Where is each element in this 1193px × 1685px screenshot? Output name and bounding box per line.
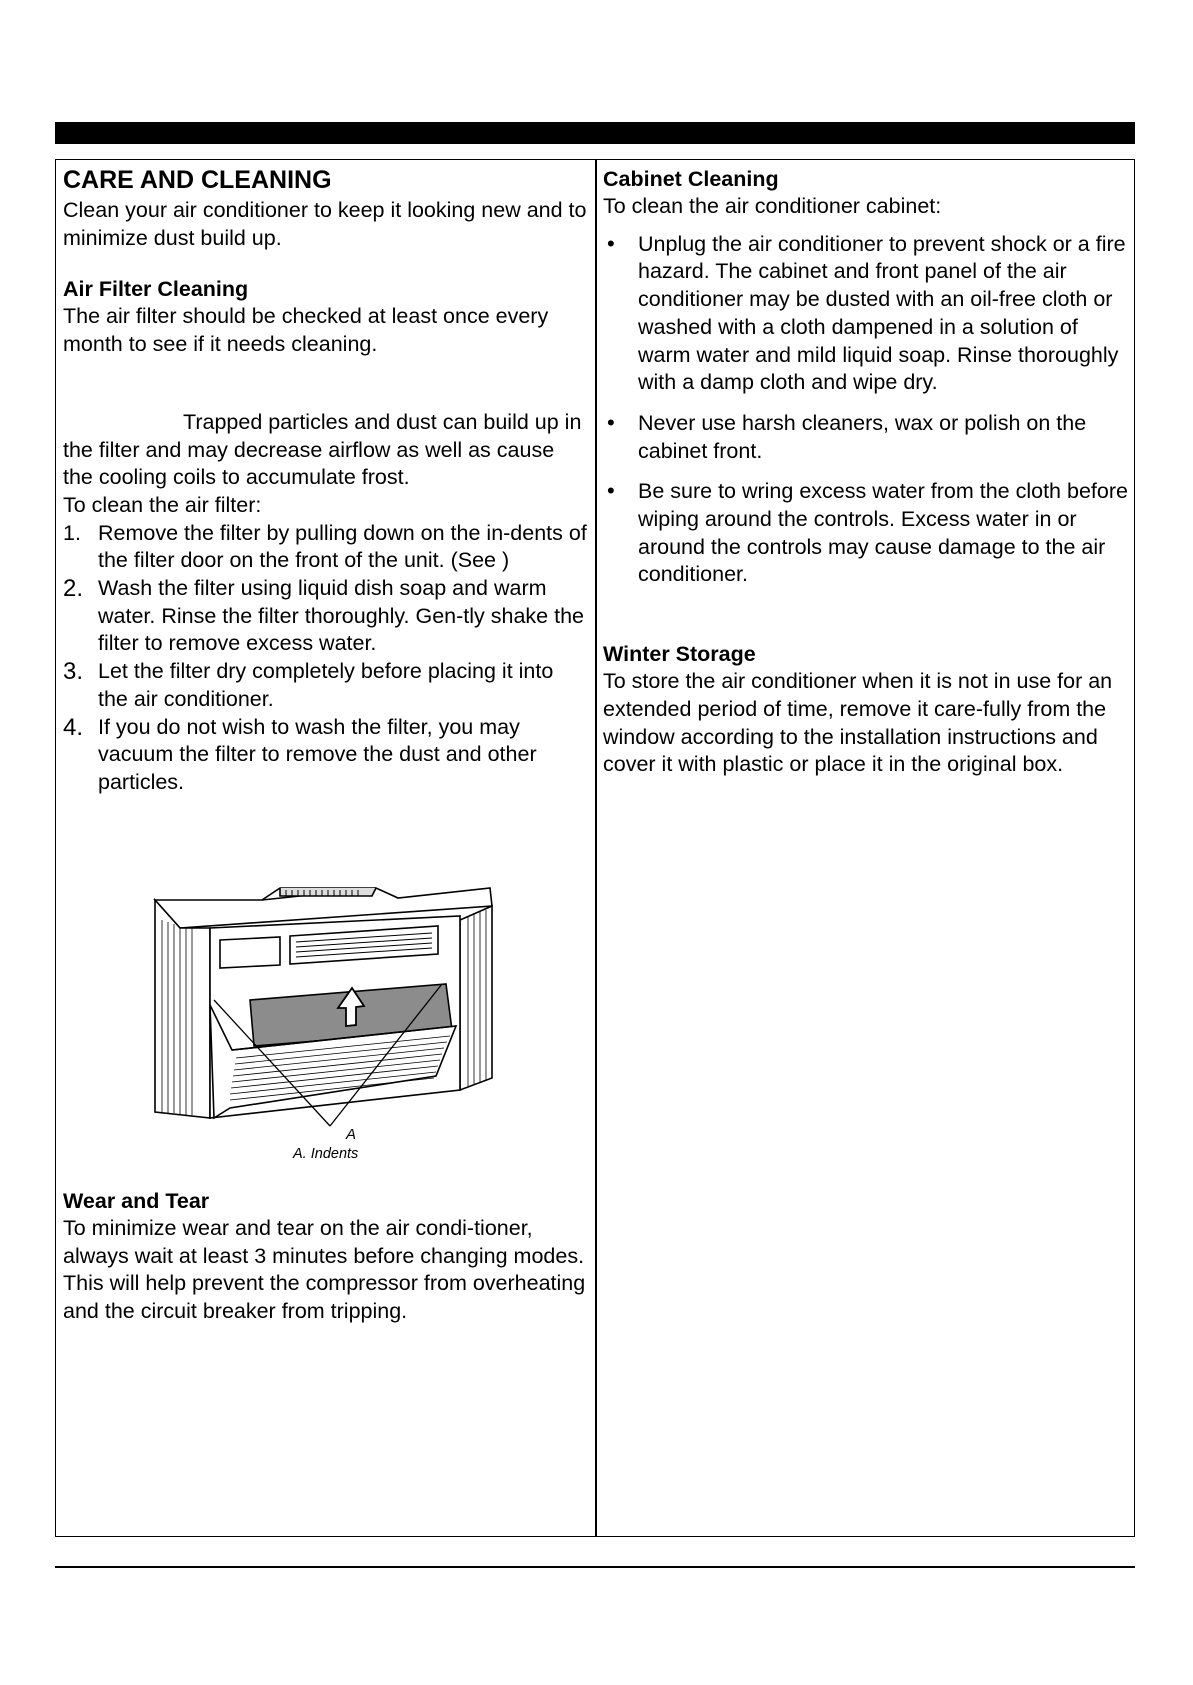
cleaning-steps	[63, 520, 588, 797]
right-column	[603, 165, 1128, 779]
bullet-dot: •	[607, 478, 615, 504]
step-text: Remove the filter by pulling down on the in-dents of the filter door on the front of the unit. (See )	[98, 520, 587, 573]
left-column	[63, 165, 588, 797]
bullet-text: Unplug the air conditioner to prevent shock or a fire hazard. The cabinet and front panel of the air conditioner may be dusted with an oil-free cloth or washed with a cloth dampened in a solution of warm water and mild liquid soap. Rinse thoroughly with a damp cloth and wipe dry.	[638, 231, 1126, 395]
step-number: 3.	[63, 658, 84, 686]
step-item	[63, 575, 588, 658]
bullet-text: Never use harsh cleaners, wax or polish on the cabinet front.	[638, 410, 1087, 463]
step-text: Let the filter dry completely before placing it into the air conditioner.	[98, 659, 554, 711]
winter-heading: Winter Storage	[603, 642, 756, 667]
bullet-item	[603, 410, 1128, 465]
cabinet-bullets	[603, 231, 1128, 589]
step-item	[63, 520, 588, 575]
bullet-item	[603, 231, 1128, 397]
figure-callout-letter: A	[346, 1126, 357, 1143]
wear-text: To minimize wear and tear on the air condi-tioner, always wait at least 3 minutes before changing modes. This will help prevent the compressor from overheating and the circuit breaker from tripping.	[63, 1216, 586, 1324]
step-number: 4.	[63, 713, 84, 741]
bullet-dot: •	[607, 230, 615, 256]
air-filter-warning: Trapped particles and dust can build up in the filter and may decrease airflow as well as cause the cooling coils to accumulate frost.	[63, 409, 582, 490]
step-item	[63, 658, 588, 713]
step-text: Wash the filter using liquid dish soap and warm water. Rinse the filter thoroughly. Gen-tly shake the filter to remove excess water.	[98, 576, 584, 656]
step-item	[63, 714, 588, 797]
figure-caption: A. Indents	[293, 1146, 359, 1162]
step-text: If you do not wish to wash the filter, you may vacuum the filter to remove the dust and other particles.	[98, 714, 537, 794]
header-bar	[55, 122, 1135, 144]
air-conditioner-illustration	[150, 880, 500, 1145]
step-number: 1.	[63, 520, 81, 545]
bullet-dot: •	[607, 409, 615, 435]
wear-heading: Wear and Tear	[63, 1189, 210, 1213]
page-title: CARE AND CLEANING	[63, 166, 332, 194]
air-filter-heading: Air Filter Cleaning	[63, 277, 249, 302]
cabinet-heading: Cabinet Cleaning	[603, 167, 779, 191]
winter-text: To store the air conditioner when it is not in use for an extended period of time, remove it care-fully from the window according to the installation instructions and cover it with plastic or place it in the original box.	[603, 669, 1113, 777]
cabinet-intro: To clean the air conditioner cabinet:	[603, 194, 942, 218]
wear-section	[63, 1187, 588, 1326]
steps-intro: To clean the air filter:	[63, 492, 262, 517]
bullet-text: Be sure to wring excess water from the cloth before wiping around the controls. Excess water in or around the controls may cause damage to the air conditioner.	[638, 479, 1128, 587]
step-number: 2.	[63, 575, 84, 603]
bullet-item	[603, 478, 1128, 589]
footer-rule	[55, 1566, 1135, 1568]
air-filter-text: The air filter should be checked at least once every month to see if it needs cleaning.	[63, 304, 549, 357]
intro-text: Clean your air conditioner to keep it looking new and to minimize dust build up.	[63, 198, 587, 250]
